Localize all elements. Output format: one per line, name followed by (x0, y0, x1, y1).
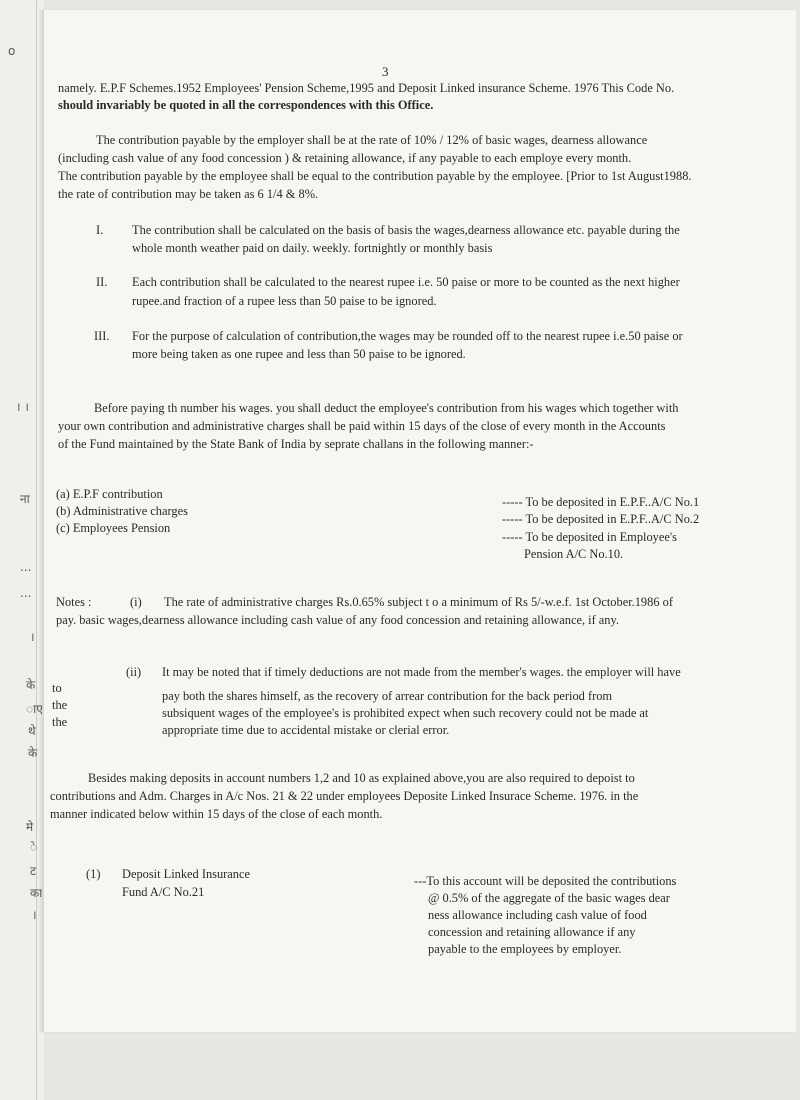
fund-description-line: ---To this account will be deposited the contributions (414, 874, 677, 888)
margin-fragment: o (8, 44, 16, 58)
rule-line: The contribution shall be calculated on the basis of basis the wages,dearness allowance etc. payable during the (132, 223, 680, 237)
margin-fragment: । (30, 630, 35, 644)
deposit-destination: ----- To be deposited in Employee's (502, 530, 677, 544)
margin-fragment: ाए (26, 702, 43, 716)
margin-fragment: ना (20, 492, 30, 506)
contribution-line: (including cash value of any food concession ) & retaining allowance, if any payable to each employe every month. (58, 151, 632, 165)
margin-fragment: । (32, 908, 37, 922)
margin-fragment: का (30, 886, 43, 900)
margin-fragment: थे (28, 724, 36, 738)
fund-name: Deposit Linked Insurance (122, 867, 250, 881)
notes-heading: Notes : (56, 595, 92, 609)
margin-fragment: ... (20, 586, 32, 600)
intro-bold-line: should invariably be quoted in all the correspondences with this Office. (58, 98, 434, 112)
rule-line: For the purpose of calculation of contribution,the wages may be rounded off to the nearest rupee i.e.50 paise or (132, 329, 683, 343)
before-line: Before paying th number his wages. you shall deduct the employee's contribution from his wages which together with (94, 401, 679, 415)
deposit-destination: Pension A/C No.10. (524, 547, 624, 561)
besides-line: Besides making deposits in account numbers 1,2 and 10 as explained above,you are also required to depoist to (88, 771, 635, 785)
before-line: of the Fund maintained by the State Bank of India by seprate challans in the following manner:- (58, 437, 534, 451)
margin-fragment: । । (16, 400, 29, 414)
deposit-label: (a) E.P.F contribution (56, 487, 163, 501)
rule-number: I. (96, 223, 104, 237)
note-line: pay. basic wages,dearness allowance including cash value of any food concession and retaining allowance, if any. (56, 613, 619, 627)
note-number: (ii) (126, 665, 142, 679)
intro-line: namely. E.P.F Schemes.1952 Employees' Pension Scheme,1995 and Deposit Linked insurance Scheme. 1976 This Code No. (58, 81, 675, 95)
note-line: pay both the shares himself, as the recovery of arrear contribution for the back period from (162, 689, 613, 703)
contribution-line: the rate of contribution may be taken as 6 1/4 & 8%. (58, 187, 319, 201)
rule-line: whole month weather paid on daily. weekly. fortnightly or monthly basis (132, 241, 493, 255)
contribution-line: The contribution payable by the employer shall be at the rate of 10% / 12% of basic wages, dearness allowance (96, 133, 648, 147)
deposit-destination: ----- To be deposited in E.P.F..A/C No.2 (502, 512, 700, 526)
rule-line: Each contribution shall be calculated to the nearest rupee i.e. 50 paise or more to be counted as the next higher (132, 275, 680, 289)
fund-description-line: @ 0.5% of the aggregate of the basic wages dear (428, 891, 670, 905)
note-line: subsiquent wages of the employee's is prohibited expect when such recovery could not be made at (162, 706, 649, 720)
note-number: (i) (130, 595, 142, 609)
fund-number: (1) (86, 867, 101, 881)
fund-name: Fund A/C No.21 (122, 885, 205, 899)
margin-fragment: े (30, 840, 38, 854)
binding-edge (0, 0, 44, 1100)
note-side-word: the (52, 698, 68, 712)
besides-line: manner indicated below within 15 days of the close of each month. (50, 807, 383, 821)
rule-number: III. (94, 329, 110, 343)
note-line: It may be noted that if timely deductions are not made from the member's wages. the employer will have (162, 665, 681, 679)
fund-description-line: payable to the employees by employer. (428, 942, 622, 956)
binding-line (36, 0, 37, 1100)
fund-description-line: ness allowance including cash value of food (428, 908, 647, 922)
margin-fragment: के (28, 746, 38, 760)
deposit-label: (c) Employees Pension (56, 521, 171, 535)
note-side-word: to (52, 681, 62, 695)
margin-fragment: के (26, 678, 36, 692)
margin-fragment: ट (30, 864, 37, 878)
note-line: The rate of administrative charges Rs.0.65% subject t o a minimum of Rs 5/-w.e.f. 1st October.1986 of (164, 595, 673, 609)
before-line: your own contribution and administrative charges shall be paid within 15 days of the close of every month in the Accounts (58, 419, 666, 433)
besides-line: contributions and Adm. Charges in A/c Nos. 21 & 22 under employees Deposite Linked Insurace Scheme. 1976. in the (50, 789, 639, 803)
rule-line: rupee.and fraction of a rupee less than 50 paise to be ignored. (132, 294, 437, 308)
rule-line: more being taken as one rupee and less than 50 paise to be ignored. (132, 347, 466, 361)
page-number: 3 (382, 64, 389, 79)
note-side-word: the (52, 715, 68, 729)
margin-fragment: ... (20, 560, 32, 574)
margin-fragment: मे (26, 820, 34, 834)
fund-description-line: concession and retaining allowance if any (428, 925, 636, 939)
deposit-label: (b) Administrative charges (56, 504, 188, 518)
note-line: appropriate time due to accidental mistake or clerial error. (162, 723, 450, 737)
rule-number: II. (96, 275, 108, 289)
deposit-destination: ----- To be deposited in E.P.F..A/C No.1 (502, 495, 700, 509)
contribution-line: The contribution payable by the employee shall be equal to the contribution payable by the employee. [Prior to 1st August1988. (58, 169, 692, 183)
